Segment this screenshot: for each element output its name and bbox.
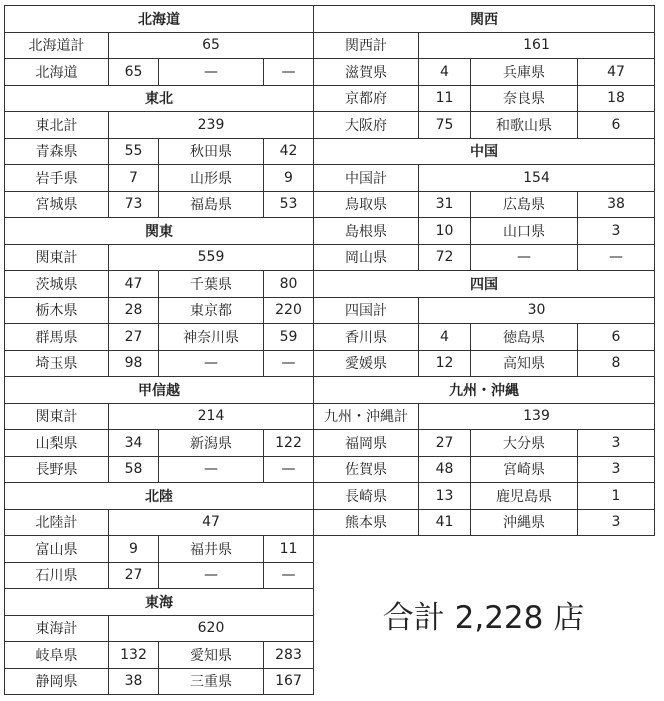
prefecture-count: 10	[419, 218, 471, 245]
prefecture-row	[5, 297, 314, 324]
region-total-value: 620	[109, 615, 314, 642]
region-header-row	[314, 271, 655, 298]
region-header: 北海道	[5, 6, 314, 33]
prefecture-name: 滋賀県	[314, 59, 419, 86]
prefecture-row	[5, 456, 314, 483]
region-header-row	[314, 138, 655, 165]
region-total-value: 239	[109, 112, 314, 139]
prefecture-row	[314, 85, 655, 112]
region-header: 四国	[314, 271, 655, 298]
region-total-row	[5, 112, 314, 139]
prefecture-name: 山梨県	[5, 430, 109, 457]
prefecture-name: 熊本県	[314, 509, 419, 536]
prefecture-count: 47	[578, 59, 655, 86]
prefecture-count: 48	[419, 456, 471, 483]
prefecture-name: 宮崎県	[471, 456, 578, 483]
region-header-row	[5, 377, 314, 404]
prefecture-count: 27	[109, 324, 159, 351]
prefecture-count: 8	[578, 350, 655, 377]
region-header: 九州・沖縄	[314, 377, 655, 404]
prefecture-count: 59	[264, 324, 314, 351]
prefecture-count: 1	[578, 483, 655, 510]
region-total-label: 北海道計	[5, 32, 109, 59]
region-header-row	[314, 6, 655, 33]
prefecture-name: 石川県	[5, 562, 109, 589]
prefecture-name: 長野県	[5, 456, 109, 483]
prefecture-count: —	[578, 244, 655, 271]
prefecture-count: 132	[109, 642, 159, 669]
prefecture-name: 長崎県	[314, 483, 419, 510]
region-total-label: 関東計	[5, 244, 109, 271]
prefecture-count: 38	[578, 191, 655, 218]
region-header: 北陸	[5, 483, 314, 510]
region-total-row	[5, 244, 314, 271]
prefecture-name: 宮城県	[5, 191, 109, 218]
prefecture-name: 岡山県	[314, 244, 419, 271]
prefecture-name: 大阪府	[314, 112, 419, 139]
prefecture-row	[5, 324, 314, 351]
prefecture-row	[5, 191, 314, 218]
region-header-row	[5, 218, 314, 245]
prefecture-name: —	[159, 456, 264, 483]
prefecture-name: 福井県	[159, 536, 264, 563]
prefecture-count: 58	[109, 456, 159, 483]
region-total-label: 関西計	[314, 32, 419, 59]
prefecture-name: 京都府	[314, 85, 419, 112]
prefecture-count: 6	[578, 324, 655, 351]
prefecture-name: 静岡県	[5, 668, 109, 695]
prefecture-count: 27	[419, 430, 471, 457]
region-total-value: 47	[109, 509, 314, 536]
prefecture-name: 福島県	[159, 191, 264, 218]
prefecture-count: 18	[578, 85, 655, 112]
prefecture-count: 65	[109, 59, 159, 86]
prefecture-count: 11	[419, 85, 471, 112]
prefecture-count: 167	[264, 668, 314, 695]
prefecture-count: 3	[578, 509, 655, 536]
prefecture-name: 和歌山県	[471, 112, 578, 139]
region-total-row	[5, 403, 314, 430]
prefecture-name: 鹿児島県	[471, 483, 578, 510]
prefecture-name: —	[159, 562, 264, 589]
region-total-row	[314, 297, 655, 324]
prefecture-name: 佐賀県	[314, 456, 419, 483]
prefecture-count: 12	[419, 350, 471, 377]
region-total-row	[5, 615, 314, 642]
region-total-label: 東北計	[5, 112, 109, 139]
prefecture-name: 鳥取県	[314, 191, 419, 218]
prefecture-count: 38	[109, 668, 159, 695]
region-header: 東北	[5, 85, 314, 112]
prefecture-name: 山口県	[471, 218, 578, 245]
prefecture-count: —	[264, 456, 314, 483]
prefecture-row	[314, 430, 655, 457]
region-header-row	[5, 85, 314, 112]
prefecture-count: 3	[578, 430, 655, 457]
prefecture-row	[5, 138, 314, 165]
prefecture-name: 福岡県	[314, 430, 419, 457]
region-total-label: 北陸計	[5, 509, 109, 536]
prefecture-name: 島根県	[314, 218, 419, 245]
prefecture-row	[314, 59, 655, 86]
prefecture-name: 兵庫県	[471, 59, 578, 86]
prefecture-row	[314, 483, 655, 510]
grand-total: 合計 2,228 店	[382, 599, 585, 636]
prefecture-name: 沖縄県	[471, 509, 578, 536]
prefecture-count: 7	[109, 165, 159, 192]
region-total-row	[5, 32, 314, 59]
region-header: 関東	[5, 218, 314, 245]
prefecture-count: 53	[264, 191, 314, 218]
prefecture-name: 愛媛県	[314, 350, 419, 377]
prefecture-count: 13	[419, 483, 471, 510]
prefecture-row	[314, 218, 655, 245]
left-region-table	[4, 5, 314, 695]
prefecture-row	[314, 456, 655, 483]
region-total-row	[314, 32, 655, 59]
prefecture-count: 9	[109, 536, 159, 563]
prefecture-row	[5, 271, 314, 298]
prefecture-row	[5, 536, 314, 563]
region-header-row	[5, 483, 314, 510]
prefecture-name: 高知県	[471, 350, 578, 377]
prefecture-name: 秋田県	[159, 138, 264, 165]
prefecture-name: 山形県	[159, 165, 264, 192]
prefecture-count: 11	[264, 536, 314, 563]
prefecture-count: 27	[109, 562, 159, 589]
prefecture-count: 4	[419, 324, 471, 351]
prefecture-name: 岩手県	[5, 165, 109, 192]
prefecture-count: 6	[578, 112, 655, 139]
prefecture-count: 98	[109, 350, 159, 377]
prefecture-name: 神奈川県	[159, 324, 264, 351]
prefecture-count: 47	[109, 271, 159, 298]
region-total-label: 東海計	[5, 615, 109, 642]
prefecture-name: 香川県	[314, 324, 419, 351]
prefecture-count: 220	[264, 297, 314, 324]
prefecture-row	[314, 244, 655, 271]
prefecture-name: 千葉県	[159, 271, 264, 298]
prefecture-name: 群馬県	[5, 324, 109, 351]
prefecture-row	[314, 191, 655, 218]
prefecture-count: —	[264, 59, 314, 86]
prefecture-name: 栃木県	[5, 297, 109, 324]
prefecture-count: 73	[109, 191, 159, 218]
prefecture-name: 徳島県	[471, 324, 578, 351]
region-total-row	[314, 403, 655, 430]
region-header: 甲信越	[5, 377, 314, 404]
prefecture-name: 北海道	[5, 59, 109, 86]
prefecture-count: 283	[264, 642, 314, 669]
region-total-label: 関東計	[5, 403, 109, 430]
region-total-value: 559	[109, 244, 314, 271]
prefecture-count: 31	[419, 191, 471, 218]
prefecture-count: —	[264, 350, 314, 377]
region-total-label: 中国計	[314, 165, 419, 192]
region-total-value: 65	[109, 32, 314, 59]
prefecture-name: —	[159, 59, 264, 86]
region-total-value: 161	[419, 32, 655, 59]
prefecture-row	[5, 562, 314, 589]
region-total-value: 214	[109, 403, 314, 430]
prefecture-name: 新潟県	[159, 430, 264, 457]
prefecture-row	[5, 59, 314, 86]
region-header-row	[314, 377, 655, 404]
region-header: 東海	[5, 589, 314, 616]
region-header-row	[5, 6, 314, 33]
right-region-table	[313, 5, 655, 536]
prefecture-count: 72	[419, 244, 471, 271]
prefecture-count: 9	[264, 165, 314, 192]
prefecture-count: 75	[419, 112, 471, 139]
prefecture-row	[5, 642, 314, 669]
prefecture-name: 東京都	[159, 297, 264, 324]
region-total-value: 139	[419, 403, 655, 430]
region-total-value: 30	[419, 297, 655, 324]
prefecture-name: —	[471, 244, 578, 271]
prefecture-row	[5, 430, 314, 457]
prefecture-row	[5, 668, 314, 695]
prefecture-count: 3	[578, 456, 655, 483]
prefecture-name: 大分県	[471, 430, 578, 457]
region-total-value: 154	[419, 165, 655, 192]
prefecture-row	[314, 350, 655, 377]
prefecture-row	[5, 350, 314, 377]
prefecture-row	[5, 165, 314, 192]
prefecture-name: 広島県	[471, 191, 578, 218]
prefecture-name: 岐阜県	[5, 642, 109, 669]
prefecture-count: 28	[109, 297, 159, 324]
prefecture-name: 愛知県	[159, 642, 264, 669]
prefecture-count: 34	[109, 430, 159, 457]
region-total-row	[5, 509, 314, 536]
prefecture-count: —	[264, 562, 314, 589]
prefecture-count: 41	[419, 509, 471, 536]
region-total-label: 九州・沖縄計	[314, 403, 419, 430]
prefecture-count: 3	[578, 218, 655, 245]
prefecture-name: 奈良県	[471, 85, 578, 112]
prefecture-name: 青森県	[5, 138, 109, 165]
region-header: 中国	[314, 138, 655, 165]
prefecture-count: 55	[109, 138, 159, 165]
prefecture-row	[314, 509, 655, 536]
region-total-row	[314, 165, 655, 192]
prefecture-name: 富山県	[5, 536, 109, 563]
region-header: 関西	[314, 6, 655, 33]
prefecture-name: 茨城県	[5, 271, 109, 298]
prefecture-name: —	[159, 350, 264, 377]
prefecture-count: 80	[264, 271, 314, 298]
prefecture-name: 三重県	[159, 668, 264, 695]
region-total-label: 四国計	[314, 297, 419, 324]
prefecture-row	[314, 112, 655, 139]
prefecture-count: 4	[419, 59, 471, 86]
prefecture-name: 埼玉県	[5, 350, 109, 377]
prefecture-count: 122	[264, 430, 314, 457]
prefecture-row	[314, 324, 655, 351]
prefecture-count: 42	[264, 138, 314, 165]
region-header-row	[5, 589, 314, 616]
